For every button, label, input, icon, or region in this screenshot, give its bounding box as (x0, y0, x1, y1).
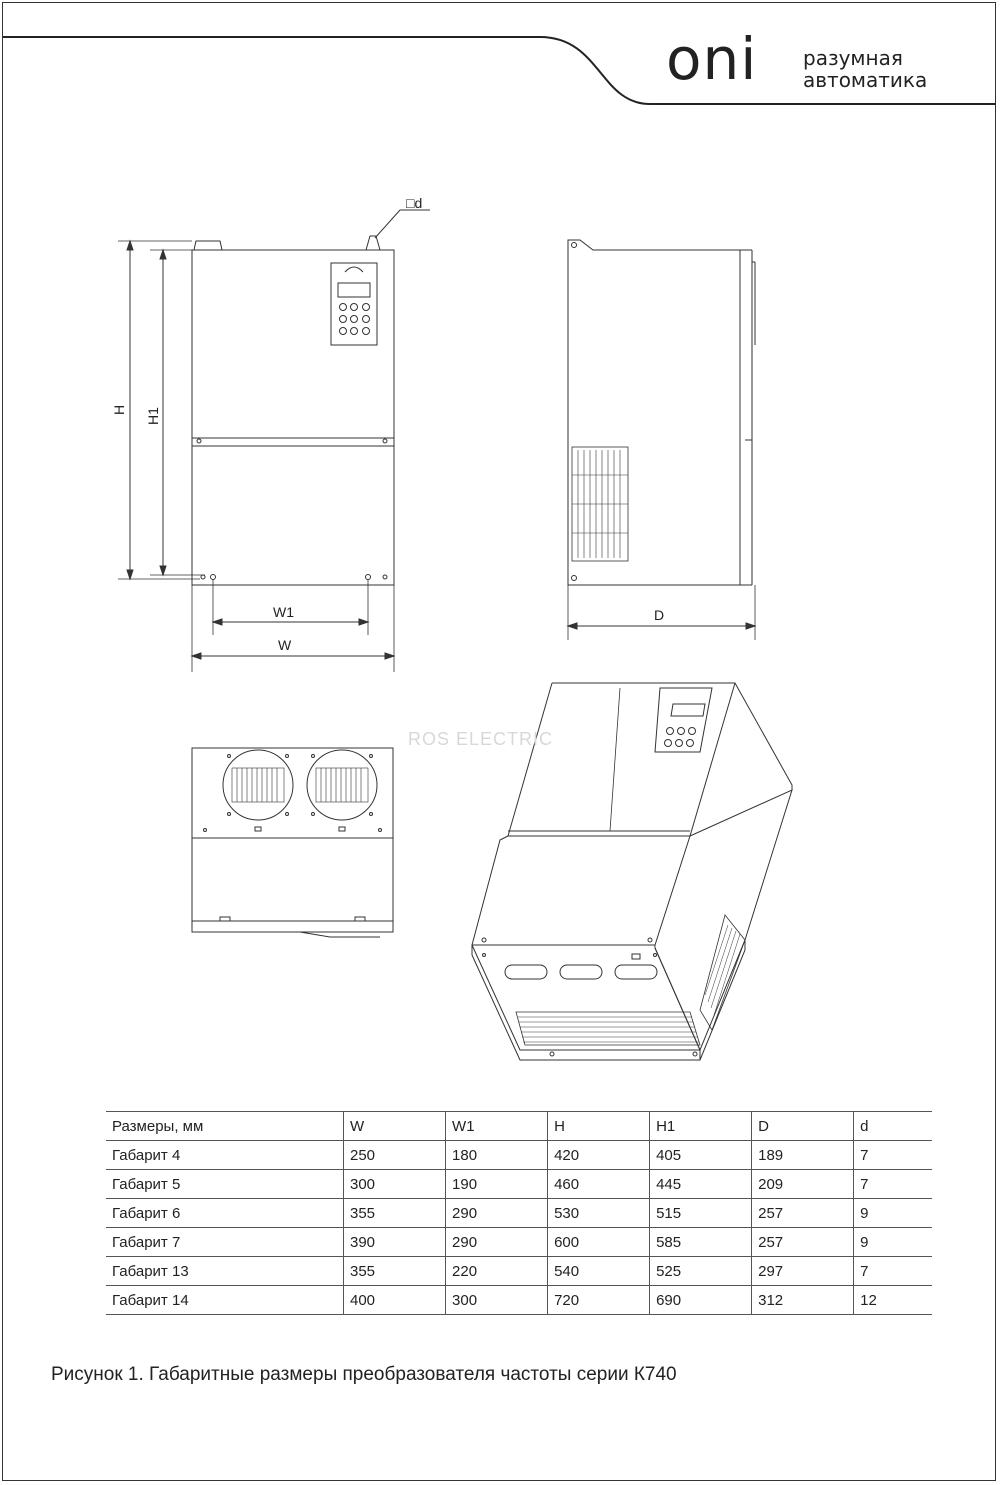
table-header-row (106, 1112, 932, 1141)
table-cell: 190 (446, 1170, 548, 1199)
table-cell: 420 (548, 1141, 650, 1170)
side-view (568, 240, 755, 640)
table-row (106, 1228, 932, 1257)
table-header: W (344, 1112, 446, 1141)
table-cell: Габарит 5 (106, 1170, 344, 1199)
figure-caption: Рисунок 1. Габаритные размеры преобразователя частоты серии К740 (51, 1364, 677, 1385)
table-row (106, 1257, 932, 1286)
table-cell: 7 (854, 1257, 932, 1286)
table-cell: 250 (344, 1141, 446, 1170)
table-cell: 312 (752, 1286, 854, 1315)
table-cell: 290 (446, 1199, 548, 1228)
table-cell: 445 (650, 1170, 752, 1199)
table-cell: 7 (854, 1141, 932, 1170)
table-cell: Габарит 7 (106, 1228, 344, 1257)
table-cell: 297 (752, 1257, 854, 1286)
table-cell: 189 (752, 1141, 854, 1170)
table-cell: 600 (548, 1228, 650, 1257)
table-cell: 540 (548, 1257, 650, 1286)
top-view (192, 748, 393, 937)
oni-logo: oni (666, 25, 758, 93)
table-cell: 690 (650, 1286, 752, 1315)
table-header: Размеры, мм (106, 1112, 344, 1141)
table-cell: Габарит 14 (106, 1286, 344, 1315)
table-header: H (548, 1112, 650, 1141)
table-cell: Габарит 4 (106, 1141, 344, 1170)
table-header: H1 (650, 1112, 752, 1141)
label-w1: W1 (273, 604, 294, 620)
table-row (106, 1286, 932, 1315)
label-h: H (111, 404, 127, 415)
table-cell: 720 (548, 1286, 650, 1315)
table-cell: 7 (854, 1170, 932, 1199)
table-cell: 525 (650, 1257, 752, 1286)
table-cell: 300 (446, 1286, 548, 1315)
table-cell: 390 (344, 1228, 446, 1257)
table-cell: 530 (548, 1199, 650, 1228)
tagline-line-2: автоматика (803, 68, 928, 92)
table-cell: 300 (344, 1170, 446, 1199)
table-row (106, 1141, 932, 1170)
label-depth: D (654, 607, 665, 623)
table-cell: 209 (752, 1170, 854, 1199)
table-cell: 220 (446, 1257, 548, 1286)
table-header: W1 (446, 1112, 548, 1141)
table-cell: 290 (446, 1228, 548, 1257)
table-cell: 355 (344, 1199, 446, 1228)
dimensions-table (106, 1111, 932, 1315)
table-row (106, 1199, 932, 1228)
table-cell: 9 (854, 1199, 932, 1228)
table-cell: 460 (548, 1170, 650, 1199)
label-d: □d (406, 195, 423, 211)
table-cell: 585 (650, 1228, 752, 1257)
table-cell: 257 (752, 1228, 854, 1257)
table-row (106, 1170, 932, 1199)
tagline-line-1: разумная (803, 46, 903, 70)
table-cell: 400 (344, 1286, 446, 1315)
table-cell: 9 (854, 1228, 932, 1257)
table-header: D (752, 1112, 854, 1141)
table-cell: 515 (650, 1199, 752, 1228)
table-cell: Габарит 13 (106, 1257, 344, 1286)
front-view (118, 210, 430, 672)
table-cell: 405 (650, 1141, 752, 1170)
table-cell: 12 (854, 1286, 932, 1315)
label-w: W (278, 637, 292, 653)
table-header: d (854, 1112, 932, 1141)
watermark: ROS ELECTRIC (408, 729, 554, 749)
table-cell: 257 (752, 1199, 854, 1228)
table-cell: Габарит 6 (106, 1199, 344, 1228)
table-cell: 180 (446, 1141, 548, 1170)
table-cell: 355 (344, 1257, 446, 1286)
label-h1: H1 (145, 407, 161, 425)
